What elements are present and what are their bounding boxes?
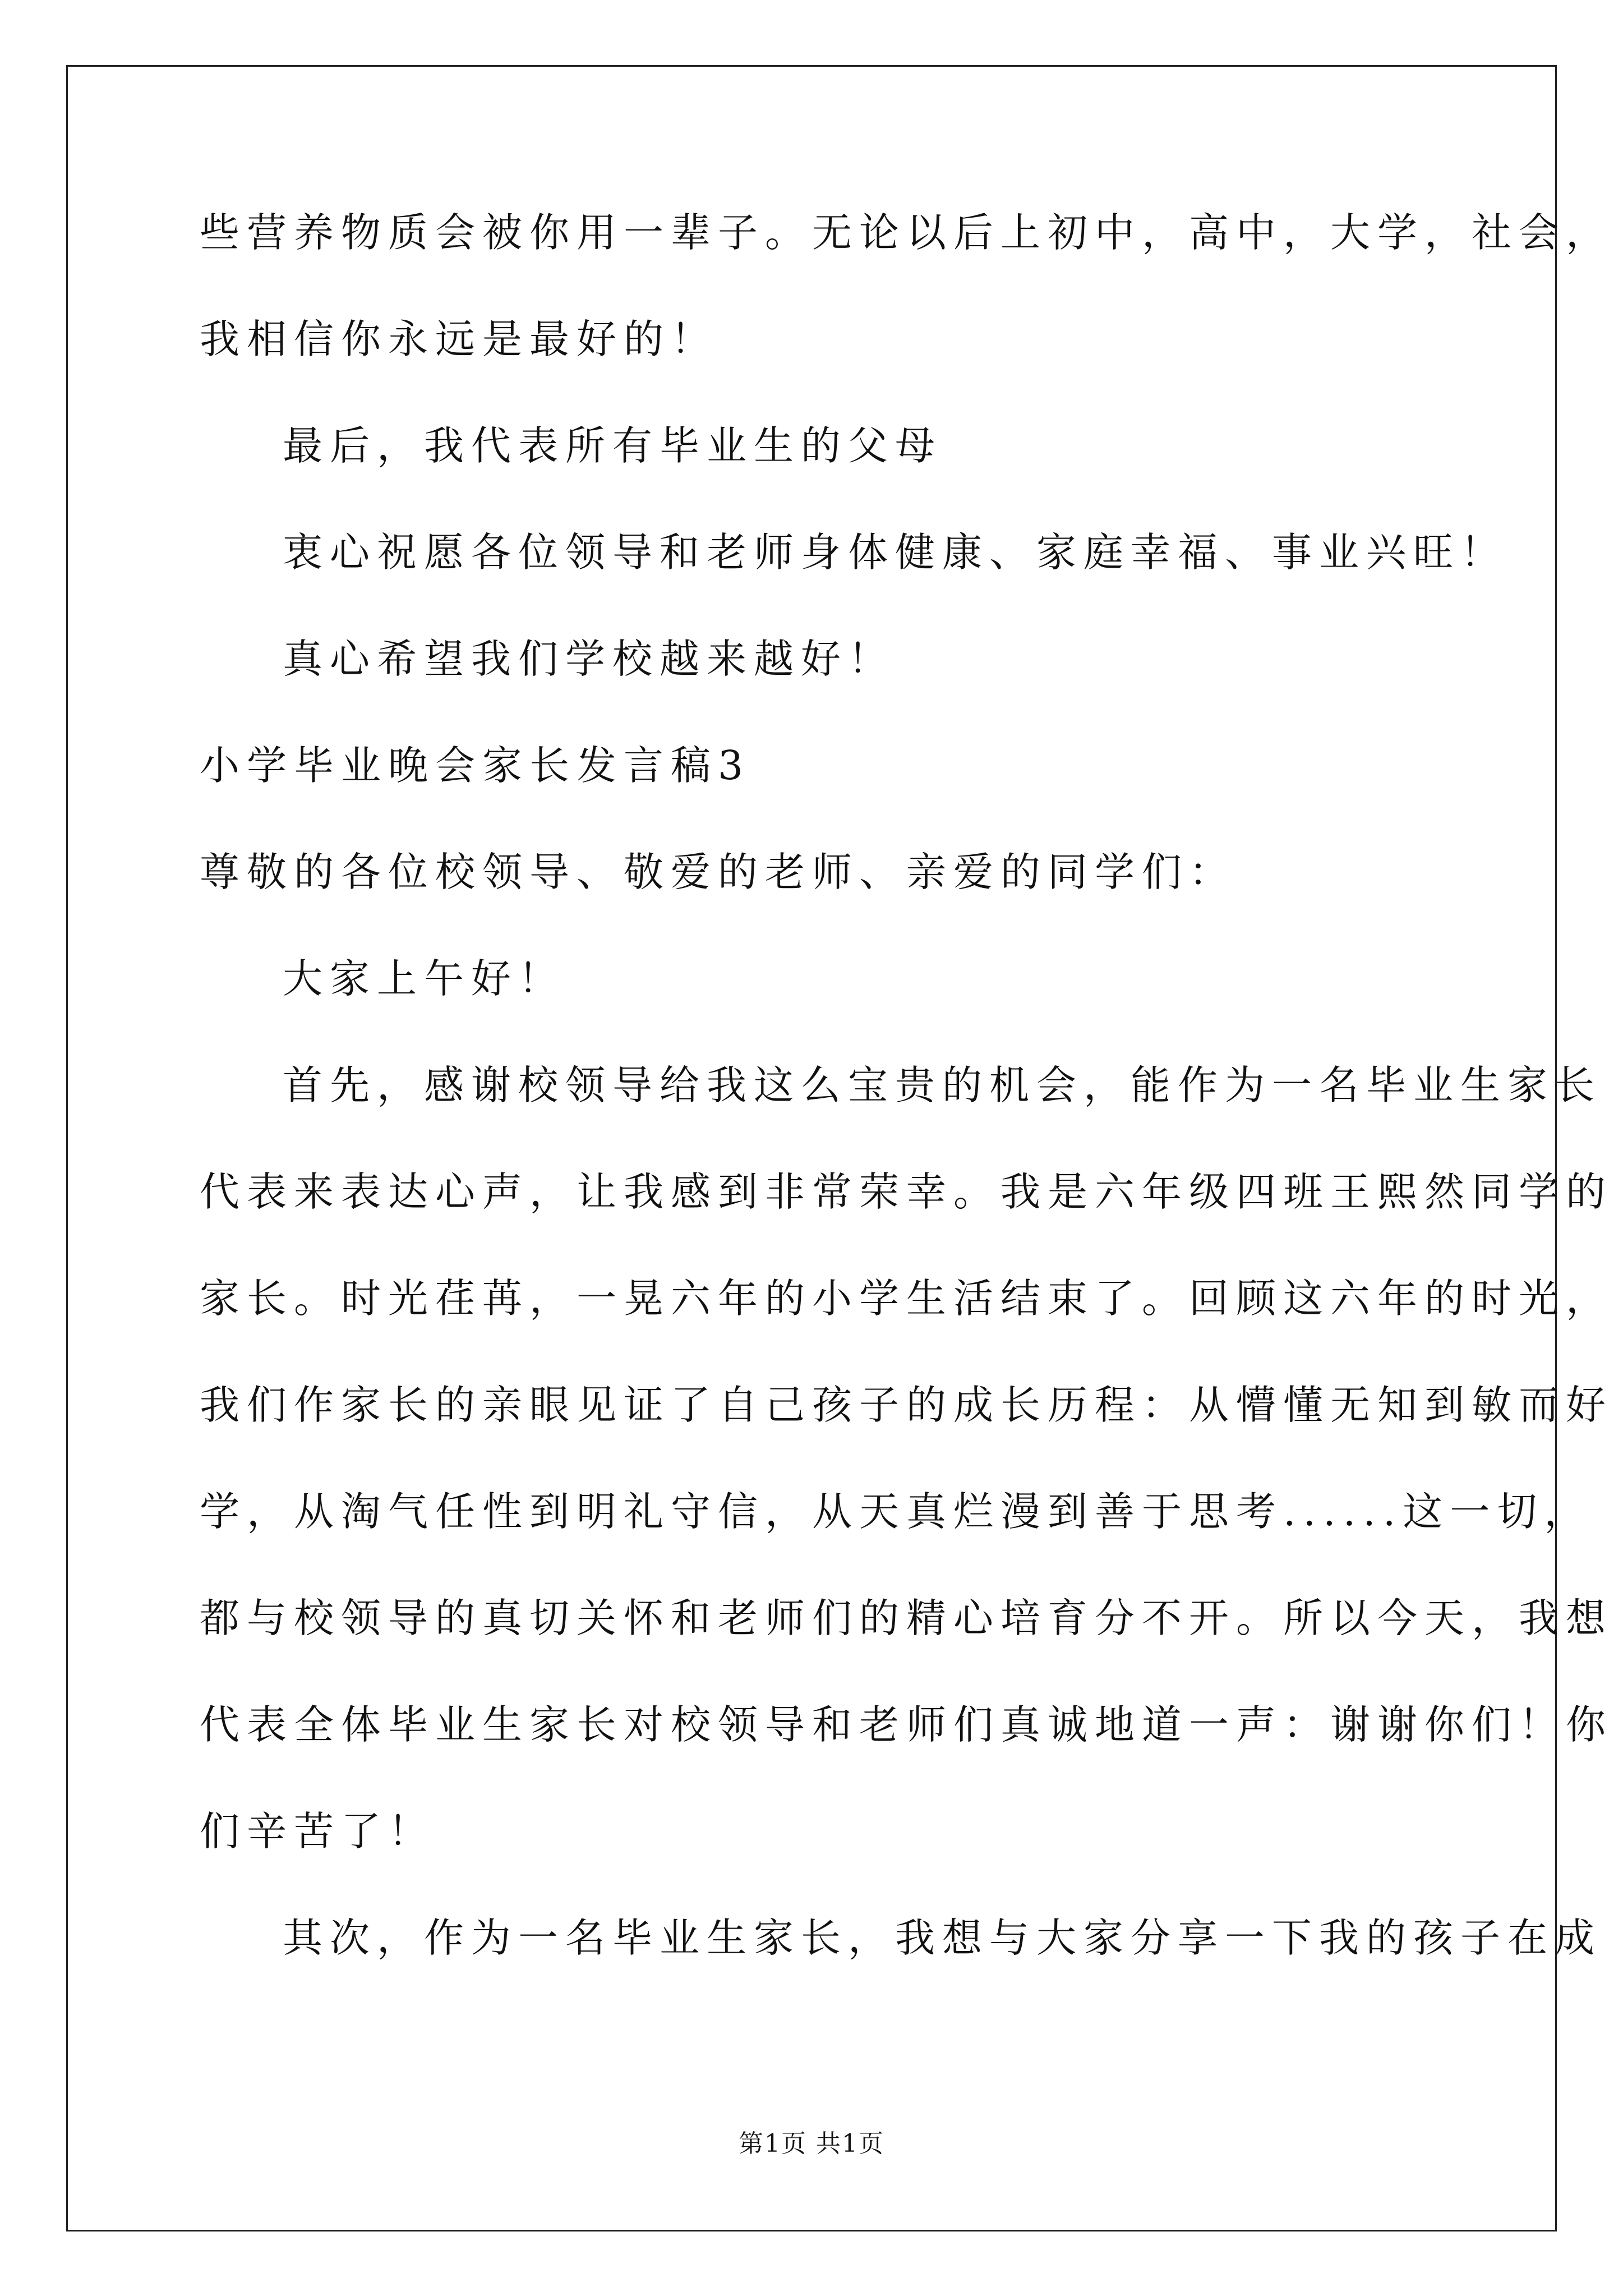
text-line: 真心希望我们学校越来越好！ bbox=[283, 636, 896, 682]
text-line: 些营养物质会被你用一辈子。无论以后上初中，高中，大学，社会， bbox=[200, 209, 1613, 256]
section-heading: 小学毕业晚会家长发言稿3 bbox=[200, 742, 751, 789]
text-line: 首先，感谢校领导给我这么宝贵的机会，能作为一名毕业生家长 bbox=[283, 1062, 1602, 1108]
page-frame bbox=[66, 65, 1557, 2231]
text-line: 最后，我代表所有毕业生的父母 bbox=[283, 422, 943, 469]
text-line: 衷心祝愿各位领导和老师身体健康、家庭幸福、事业兴旺！ bbox=[283, 529, 1508, 576]
text-line: 我们作家长的亲眼见证了自己孩子的成长历程：从懵懂无知到敏而好 bbox=[200, 1382, 1613, 1428]
text-line: 代表来表达心声，让我感到非常荣幸。我是六年级四班王熙然同学的 bbox=[200, 1168, 1613, 1215]
text-line: 大家上午好！ bbox=[283, 955, 566, 1002]
text-line: 代表全体毕业生家长对校领导和老师们真诚地道一声：谢谢你们！你 bbox=[200, 1701, 1613, 1748]
text-line: 家长。时光荏苒，一晃六年的小学生活结束了。回顾这六年的时光， bbox=[200, 1275, 1613, 1322]
text-line: 们辛苦了！ bbox=[200, 1808, 436, 1855]
text-line: 我相信你永远是最好的！ bbox=[200, 316, 718, 362]
salutation: 尊敬的各位校领导、敬爱的老师、亲爱的同学们： bbox=[200, 849, 1237, 895]
text-line: 学，从淘气任性到明礼守信，从天真烂漫到善于思考......这一切， bbox=[200, 1488, 1592, 1535]
page-number: 第1页 共1页 bbox=[739, 2129, 884, 2158]
text-line: 都与校领导的真切关怀和老师们的精心培育分不开。所以今天，我想 bbox=[200, 1595, 1613, 1641]
text-line: 其次，作为一名毕业生家长，我想与大家分享一下我的孩子在成 bbox=[283, 1915, 1602, 1961]
